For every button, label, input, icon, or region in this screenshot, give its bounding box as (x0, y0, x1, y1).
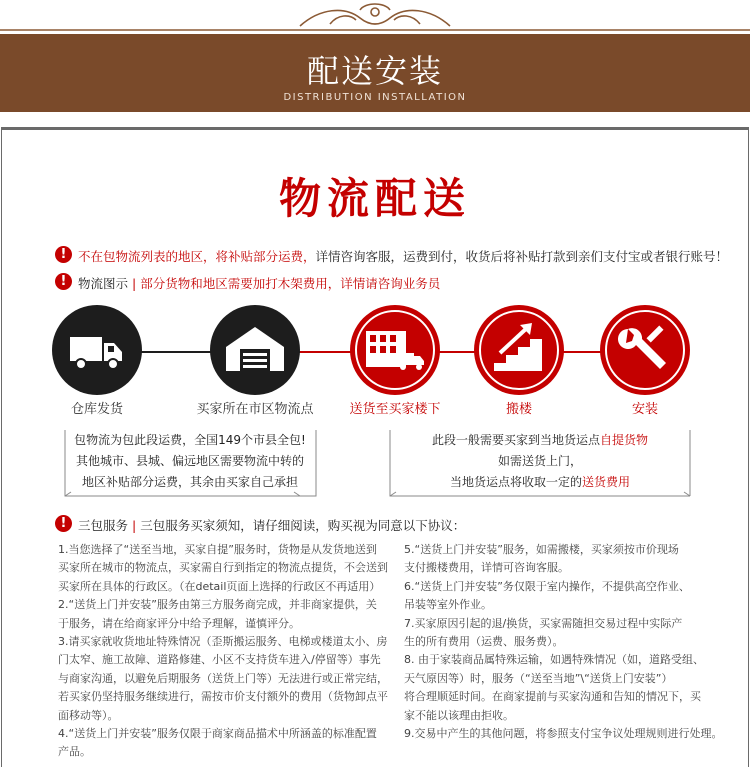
terms-line: 吊装等室外作业。 (404, 598, 492, 612)
step-label-city-depot: 买家所在市区物流点 (196, 402, 314, 417)
banner-subtitle: DISTRIBUTION INSTALLATION (283, 92, 467, 103)
service-header-label: 三包服务 (78, 518, 129, 533)
warning-icon: ! (55, 273, 72, 290)
logistics-header-label: 物流图示 (78, 276, 129, 291)
step-label-install: 安装 (631, 402, 658, 417)
warning-icon: ! (55, 246, 72, 263)
terms-line: 于服务，请在给商家评分中给予理解，谨慎评分。 (58, 616, 300, 630)
terms-line: 7.买家原因引起的退/换货，买家需随担交易过程中实际产 (404, 616, 683, 630)
right-note-line3b: 送货费用 (582, 475, 631, 489)
terms-line: 面移动等）。 (58, 708, 119, 722)
terms-line: 买家所在城市的物流点，买家需自行到指定的物流点提货，不会送到 (58, 561, 388, 575)
terms-line: 将合理顺延时间。在商家提前与买家沟通和告知的情况下，买 (404, 690, 701, 704)
right-note-line3a: 当地货运点将收取一定的 (449, 475, 582, 489)
notice-dark-text: 详情咨询客服，运费到付，收货后将补贴打款到亲们支付宝或者银行账号！ (315, 249, 729, 264)
step-label-warehouse: 仓库发货 (70, 402, 123, 417)
terms-line: 天气原因等）时，服务（“送至当地”\“送货上门安装”） (404, 671, 673, 685)
notice-red-text: 不在包物流列表的地区，将补贴部分运费， (78, 249, 316, 264)
logistics-header-note: 部分货物和地区需要加打木架费用，详情请咨询业务员 (140, 276, 441, 291)
terms-line: 支付搬楼费用，详情可咨询客服。 (404, 561, 569, 575)
terms-line: 2.“送货上门并安装”服务由第三方服务商完成，并非商家提供，关 (58, 598, 377, 612)
terms-line: 生的所有费用（运费、服务费）。 (404, 635, 564, 649)
right-note (395, 430, 685, 496)
terms-line: 6.“送货上门并安装”务仅限于室内操作，不提供高空作业、 (404, 579, 690, 593)
terms-line: 若买家仍坚持服务继续进行，需按市价支付额外的费用（货物卸点平 (58, 690, 388, 704)
service-header: 三包服务 | 三包服务买家须知，请仔细阅读，购买视为同意以下协议： (78, 518, 466, 533)
left-note-line1b: 全国149个市县全包! (194, 433, 306, 447)
left-note-line3: 地区补贴部分运费，其余由买家自己承担 (81, 475, 298, 489)
right-note-line1a: 此段一般需要买家到当地货运点 (431, 433, 600, 447)
left-note-line1a: 包物流为包此段运费， (74, 433, 195, 447)
step-label-downstairs: 送货至买家楼下 (349, 402, 441, 417)
warning-icon: ! (55, 515, 72, 532)
right-note-line1b: 自提货物 (600, 433, 649, 447)
terms-line: 3.请买家就收货地址特殊情况（歪斯搬运服务、电梯或楼道太小、房 (58, 635, 388, 649)
logistics-header: 物流图示 | 部分货物和地区需要加打木架费用，详情请咨询业务员 (78, 276, 441, 291)
left-note-line2: 其他城市、县城、偏远地区需要物流中转的 (75, 454, 304, 468)
terms-line: 8. 由于家装商品属特殊运输，如遇特殊情况（如，道路受组、 (404, 653, 704, 667)
terms-left (58, 541, 393, 762)
terms-line: 4.“送货上门并安装”服务仅限于商家商品描术中所涵盖的标准配置 (58, 727, 377, 741)
left-note (70, 430, 310, 496)
terms-line: 1.当您选择了“送至当地，买家自提”服务时，货物是从发货地送到 (58, 543, 377, 556)
banner-title: 配送安装 (306, 52, 443, 90)
terms-line: 与商家沟通，以避免后期服务（送货上门等）无法进行或正常完结， (58, 671, 388, 685)
service-header-note: 三包服务买家须知，请仔细阅读，购买视为同意以下协议： (140, 518, 466, 533)
terms-line: 产品。 (58, 745, 91, 759)
page-title: 物流配送 (278, 174, 471, 223)
terms-line: 买家所在具体的行政区。（在detail页面上选择的行政区不再适用） (58, 579, 381, 593)
terms-right (404, 541, 739, 743)
step-label-carry-upstairs: 搬楼 (505, 402, 532, 417)
right-note-line2: 如需送货上门， (497, 454, 582, 468)
terms-line: 5.“送货上门并安装”服务，如需搬楼，买家须按市价现场 (404, 543, 679, 556)
terms-line: 9.交易中产生的其他问题，将参照支付宝争议处理规则进行处理。 (404, 727, 723, 741)
terms-line: 门太窄、施工故障、道路修建、小区不支持货车进入/停留等）事先 (58, 653, 381, 667)
terms-line: 家不能以该理由拒收。 (404, 708, 514, 722)
